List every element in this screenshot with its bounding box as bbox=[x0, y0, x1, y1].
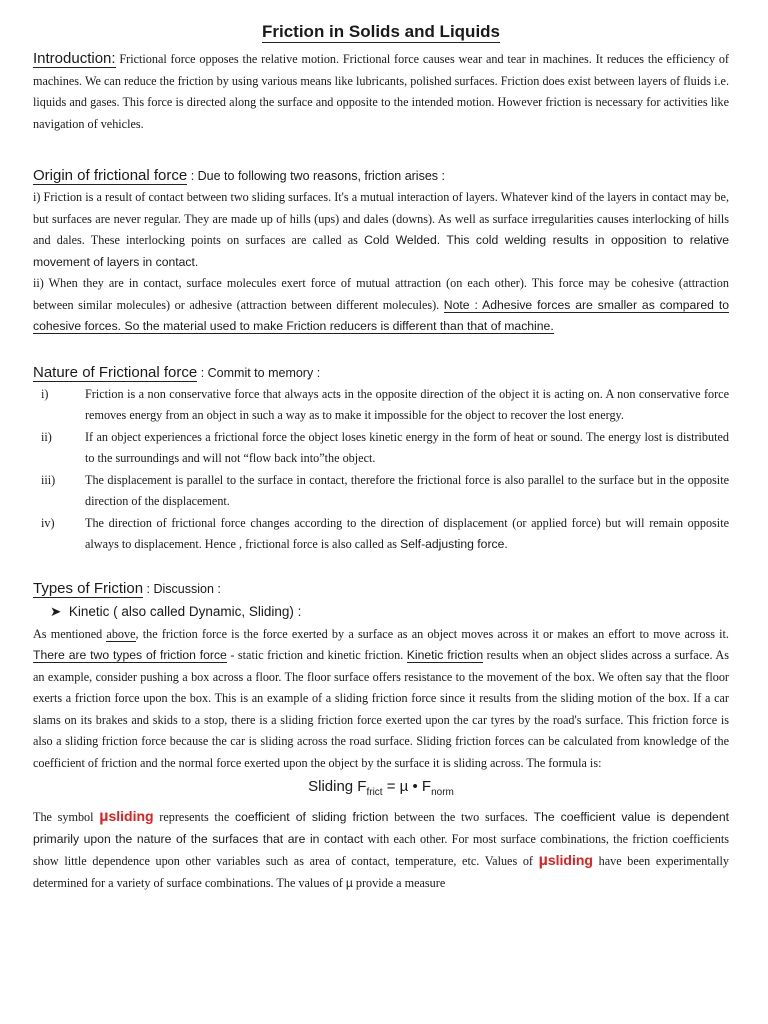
page-title: Friction in Solids and Liquids bbox=[262, 22, 500, 41]
intro-paragraph: Introduction: Frictional force opposes the relative motion. Frictional force causes wear and tear in machines. It reduces the efficiency of machines. We can reduce the friction by using various means like lubricants, polished surfaces. Friction does exist between layers of fluids i.e. liquids and gases. This force is directed along the surface and opposite to the intended motion. However friction is necessary for activities like navigation of vehicles. bbox=[33, 50, 729, 131]
origin-heading: Origin of frictional force : Due to following two reasons, friction arises : bbox=[33, 167, 445, 184]
origin-paragraph-1: i) Friction is a result of contact between two sliding surfaces. It's a mutual interaction of layers. Whatever kind of the layers in contact may be, but surfaces are never regular. They are made up of hills (ups) and dales (downs). As well as surface irregularities causes interlocking of hills and dales. These interlocking points on surfaces are called as Cold Welded. This cold welding results in opposition to relative movement of layers in contact. bbox=[33, 190, 729, 269]
list-item: ii) If an object experiences a frictional force the object loses kinetic energy in the form of heat or sound. The energy lost is distributed to the surroundings and will not “flow back into”the object. bbox=[41, 429, 729, 465]
types-heading: Types of Friction : Discussion : bbox=[33, 579, 221, 597]
mu-sliding-symbol: µsliding bbox=[99, 808, 154, 825]
kinetic-bullet: ➤ Kinetic ( also called Dynamic, Sliding) : bbox=[50, 603, 302, 619]
intro-label: Introduction: bbox=[33, 50, 116, 67]
nature-list bbox=[33, 384, 729, 556]
list-item: i) Friction is a non conservative force that always acts in the opposite direction of the object it is acting on. A non conservative force removes energy from an object in such a way as to make it impossible for the object to recover the lost energy. bbox=[41, 386, 729, 422]
note-text: Note : Adhesive forces are smaller as compared to cohesive forces. So the material used to make Friction reducers is different than that of machine. bbox=[33, 297, 729, 333]
list-item: iv) The direction of frictional force changes according to the direction of displacement (or applied force) but will remain opposite always to displacement. Hence , frictional force is also called as Self-adjusting force. bbox=[41, 515, 729, 551]
coefficient-paragraph: The symbol µsliding represents the coefficient of sliding friction between the two surfaces. The coefficient value is dependent primarily upon the nature of the surfaces that are in contact with each other. For most surface combinations, the friction coefficients show little dependence upon other variables such as area of contact, temperature, etc. Values of µsliding have been experimentally determined for a variety of surface combinations. The values of µ provide a measure bbox=[33, 808, 730, 890]
arrow-bullet-icon: ➤ bbox=[50, 603, 62, 619]
nature-heading: Nature of Frictional force : Commit to memory : bbox=[33, 363, 321, 381]
document-page bbox=[33, 18, 729, 894]
kinetic-paragraph: As mentioned above, the friction force is the force exerted by a surface as an object moves across it or makes an effort to move across it. There are two types of friction force - static friction and kinetic friction. Kinetic friction results when an object slides across a surface. As an example, consider pushing a box across a floor. The floor surface offers resistance to the movement of the box. We often say that the floor exerts a friction force upon the box. This is an example of a sliding friction force since it results from the sliding motion of the box. If a car slams on its brakes and skids to a stop, there is a sliding friction force exerted upon the car tyres by the road's surface. This friction force is also a sliding friction force because the car is sliding across the road surface. Sliding friction forces can be calculated from knowledge of the coefficient of friction and the normal force exerted upon the object by the surface it is sliding across. The formula is: bbox=[33, 626, 729, 770]
origin-paragraph-2: ii) When they are in contact, surface molecules exert force of mutual attraction (on each other). This force may be cohesive (attraction between similar molecules) or adhesive (attraction between different molecules). Note : Adhesive forces are smaller as compared to cohesive forces. So the material used to make Friction reducers is different than that of machine. bbox=[33, 276, 729, 333]
mu-sliding-symbol: µsliding bbox=[538, 852, 593, 869]
sliding-friction-formula: Sliding $F_{frict} = \mu$ • $F_{norm}$ bbox=[308, 778, 454, 798]
list-item: iii) The displacement is parallel to the surface in contact, therefore the frictional force is also parallel to the surface but in the opposite direction of the displacement. bbox=[41, 472, 729, 508]
